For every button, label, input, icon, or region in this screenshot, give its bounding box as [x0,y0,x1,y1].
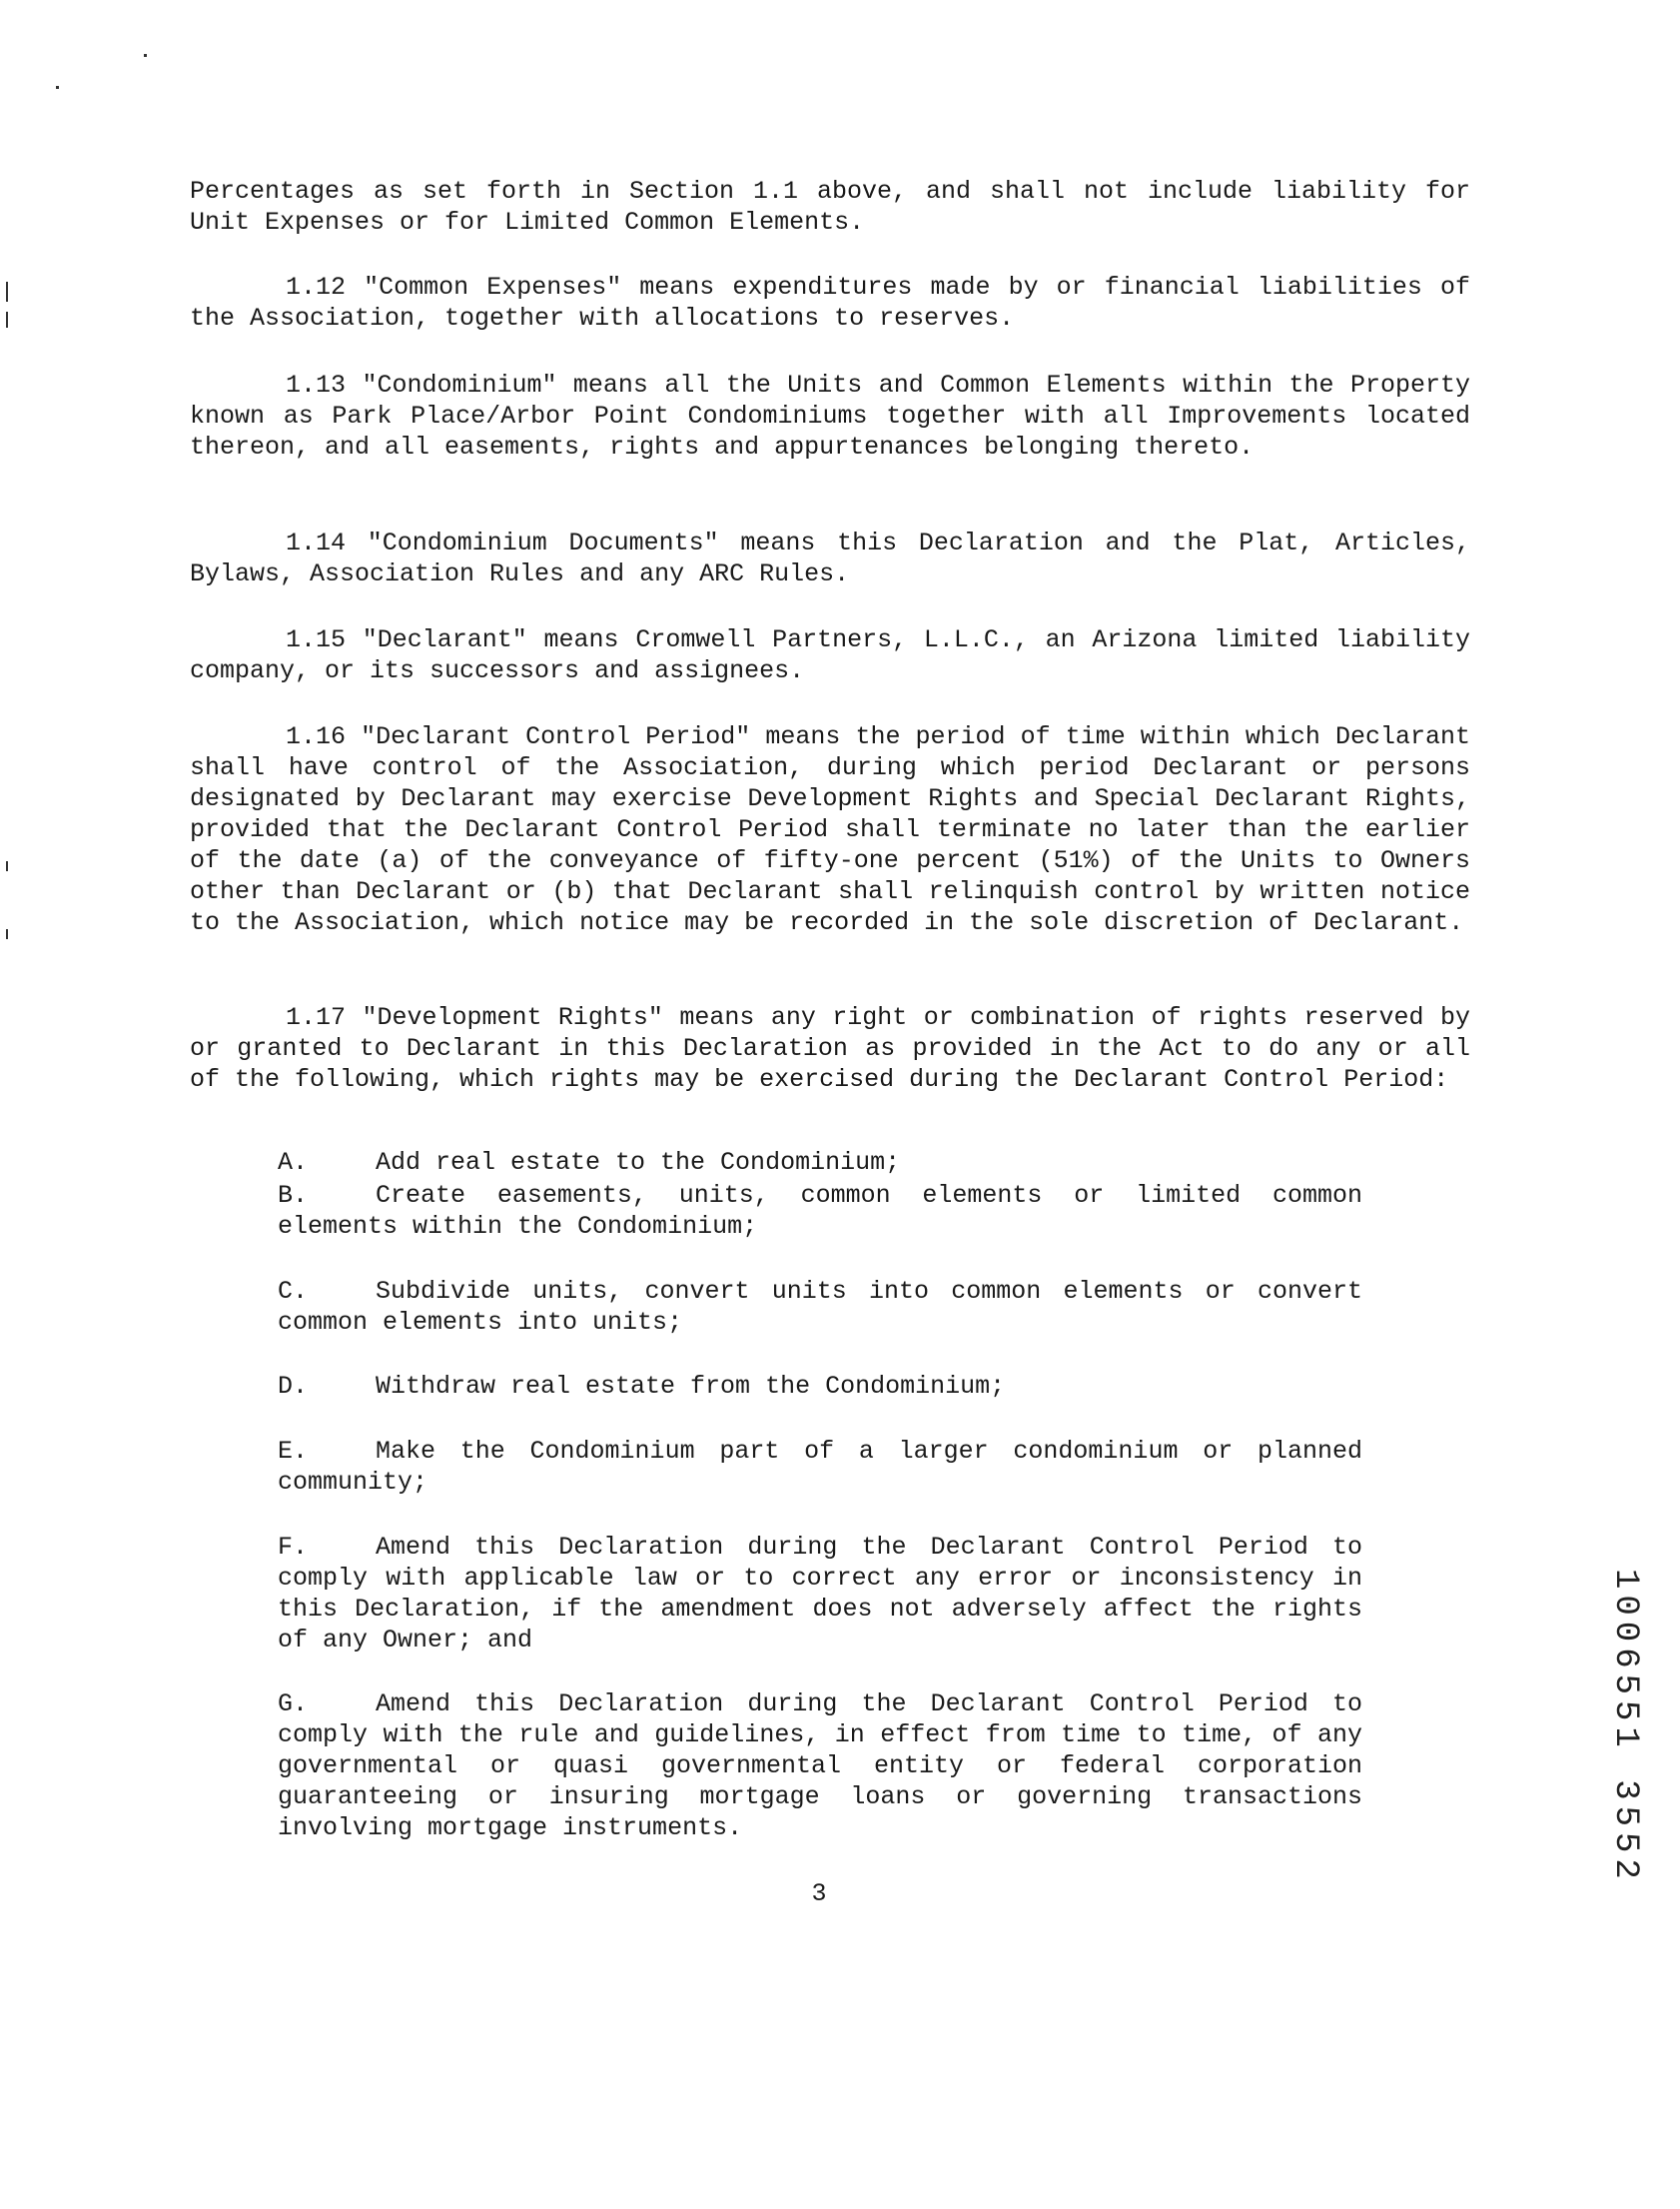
definition-1-17: 1.17 "Development Rights" means any right or combination of rights reserved by or granted to Declarant in this Declaration as provided in the Act to do any or all of the following, which rights may be exercised during the Declarant Control Period: [190,1003,1470,1094]
definition-1-13: 1.13 "Condominium" means all the Units and Common Elements within the Property known as Park Place/Arbor Point Condominiums together with all Improvements located thereon, and all easements, rights and appurtenances belonging thereto. [190,371,1470,462]
list-item-label: E. [278,1437,309,1466]
list-item-label: D. [278,1372,309,1401]
scan-speck [144,54,147,57]
scan-speck [56,86,59,89]
scan-mark [6,312,8,328]
scan-mark [6,282,8,302]
scan-mark [6,929,8,939]
definition-1-16: 1.16 "Declarant Control Period" means the period of time within which Declarant shall have control of the Association, during which period Declarant or persons designated by Declarant may exercise Development Rights and Special Declarant Rights, provided that the Declarant Control Period shall terminate no later than the earlier of the date (a) of the conveyance of fifty-one percent (51%) of the Units to Owners other than Declarant or (b) that Declarant shall relinquish control by written notice to the Association, which notice may be recorded in the sole discretion of Declarant. [190,722,1470,937]
list-item-label: A. [278,1148,309,1177]
definition-1-15: 1.15 "Declarant" means Cromwell Partners, L.L.C., an Arizona limited liability company, or its successors and assignees. [190,625,1470,685]
list-item-c [278,1276,1362,1338]
list-item-label: B. [278,1181,309,1210]
list-item-d [278,1371,1362,1402]
list-item-text: Amend this Declaration during the Declarant Control Period to comply with the rule and guidelines, in effect from time to time, of any governmental or quasi governmental entity or federal corporation guaranteeing or insuring mortgage loans or governing transactions involving mortgage instruments. [278,1689,1362,1842]
definition-1-12: 1.12 "Common Expenses" means expenditures made by or financial liabilities of the Association, together with allocations to reserves. [190,273,1470,333]
page-number: 3 [811,1879,827,1908]
definition-1-14: 1.14 "Condominium Documents" means this Declaration and the Plat, Articles, Bylaws, Association Rules and any ARC Rules. [190,529,1470,588]
list-item-text: Withdraw real estate from the Condominium; [376,1372,1006,1401]
recording-stamp-text: 1006551 3552 [1606,1569,1644,1885]
list-item-a [278,1147,1362,1178]
list-item-label: G. [278,1689,309,1718]
recording-stamp [1606,1569,1646,1968]
list-item-text: Add real estate to the Condominium; [376,1148,901,1177]
list-item-label: C. [278,1277,309,1306]
list-item-text: Make the Condominium part of a larger condominium or planned community; [278,1437,1362,1497]
continuation-paragraph: Percentages as set forth in Section 1.1 above, and shall not include liability for Unit Expenses or for Limited Common Elements. [190,177,1470,237]
list-item-b [278,1180,1362,1242]
list-item-text: Subdivide units, convert units into common elements or convert common elements into units; [278,1277,1362,1337]
list-item-g [278,1688,1362,1843]
list-item-e [278,1436,1362,1498]
list-item-text: Create easements, units, common elements or limited common elements within the Condominium; [278,1181,1362,1241]
list-item-label: F. [278,1533,309,1562]
list-item-text: Amend this Declaration during the Declarant Control Period to comply with applicable law or to correct any error or inconsistency in this Declaration, if the amendment does not adversely affect the rights of any Owner; and [278,1533,1362,1655]
scan-mark [6,861,8,871]
list-item-f [278,1532,1362,1656]
